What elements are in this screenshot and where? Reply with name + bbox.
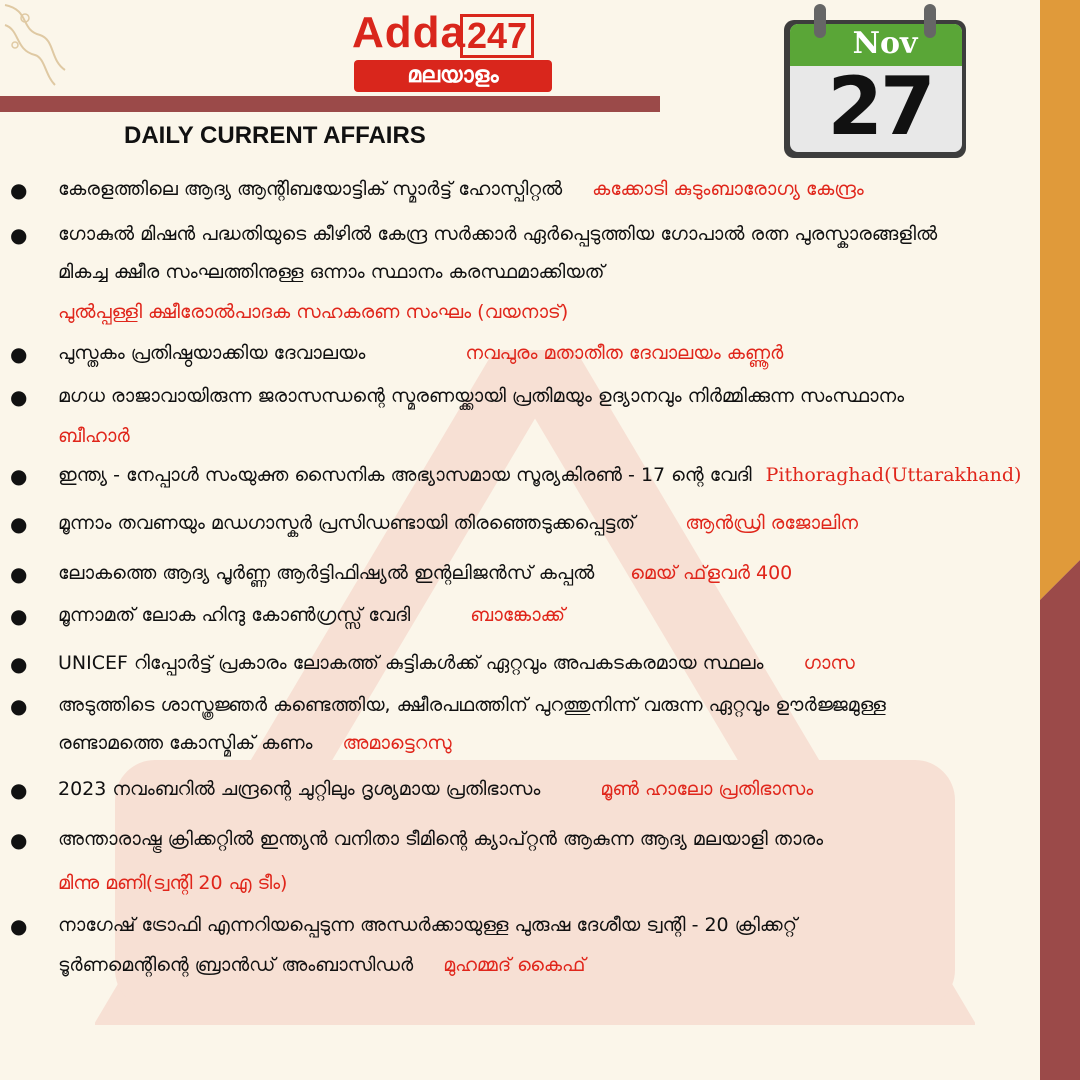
item-answer: നവപുരം മതാതീത ദേവാലയം കണ്ണൂർ xyxy=(465,342,784,364)
item-question: കേരളത്തിലെ ആദ്യ ആന്റിബയോട്ടിക് സ്മാർട്ട് ഹോസ്പിറ്റൽ xyxy=(58,178,563,200)
item-question-cont: മികച്ച ക്ഷീര സംഘത്തിനുള്ള ഒന്നാം സ്ഥാനം കരസ്ഥമാക്കിയത് xyxy=(58,261,605,283)
item-answer: മുഹമ്മദ് കൈഫ് xyxy=(443,954,586,976)
item-question: മഗധ രാജാവായിരുന്ന ജരാസന്ധന്റെ സ്മരണയ്ക്കായി പ്രതിമയും ഉദ്യാനവും നിർമ്മിക്കുന്ന സംസ്ഥാനം xyxy=(58,385,905,407)
brand-name: Adda xyxy=(352,8,466,57)
item-answer: അമാട്ടെറസു xyxy=(342,732,452,754)
item-answer: മിന്നു മണി(ട്വന്റി 20 എ ടീം) xyxy=(58,872,288,894)
bullet-icon: ● xyxy=(10,828,28,852)
brand-number: 247 xyxy=(460,14,534,58)
item-question: ഗോകുൽ മിഷൻ പദ്ധതിയുടെ കീഴിൽ കേന്ദ്ര സർക്കാർ ഏർപ്പെടുത്തിയ ഗോപാൽ രത്ന പുരസ്കാരങ്ങളിൽ xyxy=(58,223,938,245)
calendar-month: Nov xyxy=(852,26,918,61)
item-question: അന്താരാഷ്ട്ര ക്രിക്കറ്റിൽ ഇന്ത്യൻ വനിതാ ടീമിന്റെ ക്യാപ്റ്റൻ ആകുന്ന ആദ്യ മലയാളി താരം xyxy=(58,828,824,850)
bullet-icon: ● xyxy=(10,914,28,938)
item-answer: ബീഹാർ xyxy=(58,425,130,447)
item-answer: മെയ് ഫ്‌ളവർ 400 xyxy=(630,562,793,584)
item-question-cont: ടൂർണമെന്റിന്റെ ബ്രാൻഡ് അംബാസിഡർ xyxy=(58,954,414,976)
bullet-icon: ● xyxy=(10,652,28,676)
item-question: അടുത്തിടെ ശാസ്ത്രജ്ഞർ കണ്ടെത്തിയ, ക്ഷീരപഥത്തിന് പുറത്തുനിന്ന് വരുന്ന ഏറ്റവും ഊർജ്ജമുള്ള xyxy=(58,694,886,716)
bullet-icon: ● xyxy=(10,178,28,202)
bullet-icon: ● xyxy=(10,512,28,536)
item-question: UNICEF റിപ്പോർട്ട് പ്രകാരം ലോകത്ത് കുട്ടികൾക്ക് ഏറ്റവും അപകടകരമായ സ്ഥലം xyxy=(58,652,764,674)
item-question: മൂന്നാം തവണയും മഡഗാസ്കർ പ്രസിഡണ്ടായി തിരഞ്ഞെടുക്കപ്പെട്ടത് xyxy=(58,512,636,534)
side-stripe-decoration xyxy=(1040,0,1080,1080)
item-answer: ഗാസ xyxy=(803,652,855,674)
bullet-icon: ● xyxy=(10,385,28,409)
item-answer: മൂൺ ഹാലോ പ്രതിഭാസം xyxy=(600,778,814,800)
item-question: പുസ്തകം പ്രതിഷ്ഠയാക്കിയ ദേവാലയം xyxy=(58,342,366,364)
bullet-icon: ● xyxy=(10,694,28,718)
item-question: 2023 നവംബറിൽ ചന്ദ്രന്റെ ചുറ്റിലും ദൃശ്യമായ പ്രതിഭാസം xyxy=(58,778,541,800)
bullet-icon: ● xyxy=(10,778,28,802)
page-title: DAILY CURRENT AFFAIRS xyxy=(124,122,426,149)
bullet-icon: ● xyxy=(10,342,28,366)
item-question: ഇന്ത്യ - നേപ്പാൾ സംയുക്ത സൈനിക അഭ്യാസമായ സൂര്യകിരൺ - 17 ന്റെ വേദി xyxy=(58,464,752,486)
item-answer: ബാങ്കോക്ക് xyxy=(470,604,566,626)
item-question: ലോകത്തെ ആദ്യ പൂർണ്ണ ആർട്ടിഫിഷ്യൽ ഇന്റലിജൻസ് കപ്പൽ xyxy=(58,562,595,584)
item-question-cont: രണ്ടാമത്തെ കോസ്മിക് കണം xyxy=(58,732,313,754)
calendar-day: 27 xyxy=(827,60,933,153)
item-answer: Pithoraghad(Uttarakhand) xyxy=(765,464,1022,486)
bullet-icon: ● xyxy=(10,223,28,247)
brand-subtitle: മലയാളം xyxy=(354,60,552,92)
item-answer: പുൽപ്പള്ളി ക്ഷീരോൽപാദക സഹകരണ സംഘം (വയനാട്) xyxy=(58,301,569,323)
item-answer: കക്കോടി കുടുംബാരോഗ്യ കേന്ദ്രം xyxy=(592,178,864,200)
item-question: മൂന്നാമത് ലോക ഹിന്ദു കോൺഗ്രസ്സ് വേദി xyxy=(58,604,411,626)
item-answer: ആൻഡ്രി രജോലിന xyxy=(685,512,858,534)
bullet-icon: ● xyxy=(10,562,28,586)
bullet-icon: ● xyxy=(10,464,28,488)
bullet-icon: ● xyxy=(10,604,28,628)
item-question: നാഗേഷ് ട്രോഫി എന്നറിയപ്പെടുന്ന അന്ധർക്കായുള്ള പുരുഷ ദേശീയ ട്വന്റി - 20 ക്രിക്കറ്റ് xyxy=(58,914,797,936)
